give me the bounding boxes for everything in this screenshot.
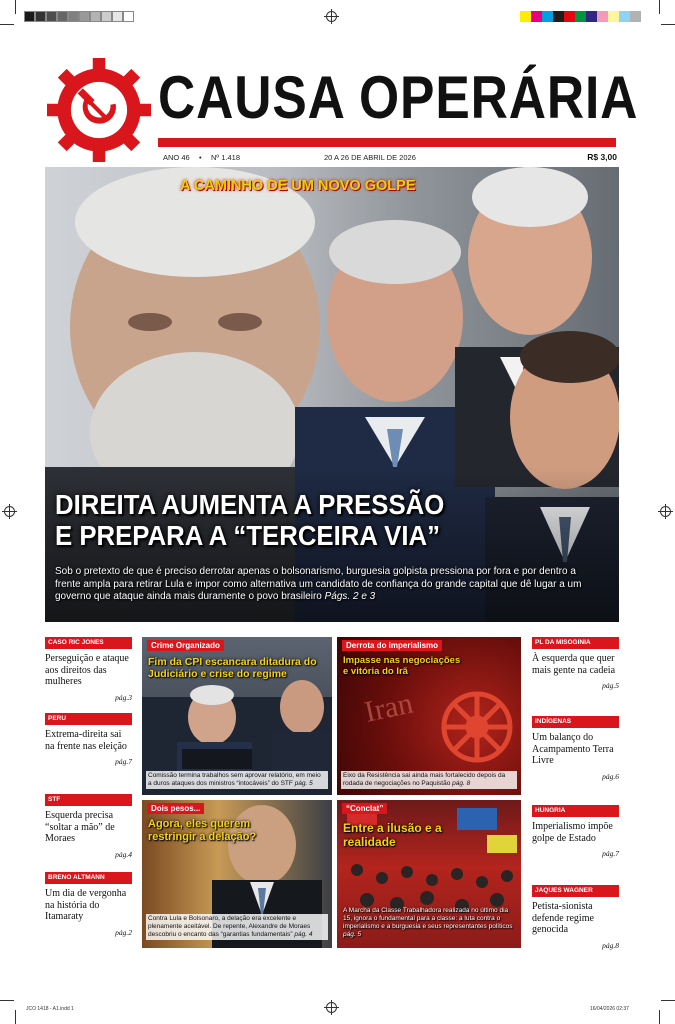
teaser-title: Perseguição e ataque aos direitos das mulheres (45, 653, 129, 687)
box-caption (341, 771, 517, 789)
teaser-title: Um balanço do Acampamento Terra Livre (532, 732, 614, 766)
process-color-bar (520, 11, 641, 22)
teaser-tag: BRENO ALTMANN (45, 872, 132, 884)
right-teaser[interactable] (532, 637, 619, 690)
crop-mark (659, 1010, 660, 1024)
box-tag: “Conclat” (342, 803, 387, 814)
registration-mark-bottom (326, 1002, 337, 1013)
edition-dates: 20 A 26 DE ABRIL DE 2026 (324, 153, 416, 162)
hero-photo (45, 167, 619, 622)
story-box-conclat[interactable] (337, 800, 521, 948)
left-teaser[interactable] (45, 713, 132, 766)
teaser-page: pág.3 (115, 692, 132, 702)
teaser-tag: PERU (45, 713, 132, 725)
box-caption-text: Eixo da Resistência sai ainda mais fortalecido depois da rodada de negociações no Paquistão (343, 772, 506, 787)
box-tag: Crime Organizado (147, 640, 224, 651)
teaser-page: pág.8 (602, 940, 619, 950)
right-teaser[interactable] (532, 885, 619, 950)
crop-mark (15, 0, 16, 14)
teaser-tag: INDÍGENAS (532, 716, 619, 728)
box-title: Impasse nas negociações e vitória do Irã (343, 655, 461, 677)
crop-mark (15, 1010, 16, 1024)
crop-mark (0, 24, 14, 25)
box-caption-page: pág. 4 (294, 931, 313, 938)
crop-mark (661, 1000, 675, 1001)
box-title: Fim da CPI escancara ditadura do Judiciário e crise do regime (148, 656, 317, 681)
box-title: Entre a ilusão e a realidade (343, 821, 442, 849)
edition-year: ANO 46 (163, 153, 190, 162)
masthead-red-bar (158, 138, 616, 147)
story-box-delacao[interactable] (142, 800, 332, 948)
box-title: Agora, eles querem restringir a delação? (148, 818, 257, 843)
story-box-cpi[interactable] (142, 637, 332, 795)
teaser-title: Petista-sionista defende regime genocida (532, 901, 594, 935)
teaser-title: Extrema-direita sai na frente nas eleição (45, 729, 127, 752)
registration-mark-right (660, 506, 671, 517)
box-caption-page: pág. 8 (452, 780, 471, 787)
box-caption (341, 906, 517, 940)
teaser-title: Imperialismo impõe golpe de Estado (532, 821, 613, 844)
teaser-tag: JAQUES WAGNER (532, 885, 619, 897)
teaser-tag: HUNGRIA (532, 805, 619, 817)
box-caption-page: pág. 5 (294, 780, 313, 787)
box-caption-text: Comissão termina trabalhos sem aprovar relatório, em meio a duros ataques dos ministros “intocáveis” do STF (148, 772, 321, 787)
box-caption (146, 914, 328, 940)
main-headline-line2: E PREPARA A “TERCEIRA VIA” (55, 520, 441, 551)
crop-mark (659, 0, 660, 14)
teaser-title: Esquerda precisa “soltar a mão” de Moraes (45, 810, 115, 844)
edition-number: Nº 1.418 (211, 153, 241, 162)
left-teaser[interactable] (45, 794, 132, 859)
teaser-tag: CASO RIC JONES (45, 637, 132, 649)
box-caption-page: pág. 5 (343, 931, 362, 938)
main-deck (55, 566, 600, 604)
teaser-page: pág.2 (115, 927, 132, 937)
main-deck-pages: Págs. 2 e 3 (324, 591, 376, 602)
main-headline-line1: DIREITA AUMENTA A PRESSÃO (55, 489, 445, 520)
right-teaser[interactable] (532, 805, 619, 858)
main-deck-text: Sob o pretexto de que é preciso derrotar apenas o bolsonarismo, burguesia golpista pressiona por fora e por dentro a frente ampla para retirar Lula e impor como alternativa um candidato de confiança do grande capital que dê lugar a um governo que ataque ainda mais duramente o povo brasileiro (55, 566, 582, 602)
crop-mark (0, 1000, 14, 1001)
left-teaser[interactable] (45, 872, 132, 937)
right-teaser[interactable] (532, 716, 619, 781)
newspaper-title: CAUSA OPERÁRIA (158, 64, 639, 131)
teaser-tag: STF (45, 794, 132, 806)
crop-mark (661, 24, 675, 25)
teaser-page: pág.7 (115, 757, 132, 766)
teaser-page: pág.5 (602, 681, 619, 690)
story-box-iran[interactable] (337, 637, 521, 795)
hammer-sickle-gear-logo (47, 58, 151, 162)
svg-text:Iran: Iran (361, 686, 416, 729)
politicians-photo-collage (45, 167, 619, 622)
teaser-page: pág.7 (602, 849, 619, 858)
box-caption (146, 771, 328, 789)
hero-kicker: A CAMINHO DE UM NOVO GOLPE (180, 178, 416, 194)
registration-mark-left (4, 506, 15, 517)
slug-file: JCO 1418 - A1.indd 1 (26, 1006, 74, 1012)
teaser-title: À esquerda que quer mais gente na cadeia (532, 653, 616, 676)
main-headline (55, 489, 444, 551)
slug-timestamp: 16/04/2026 02:37 (590, 1006, 629, 1012)
teaser-tag: PL DA MISOGINIA (532, 637, 619, 649)
box-tag: Dois pesos... (147, 803, 204, 814)
teaser-page: pág.4 (115, 849, 132, 859)
box-caption-text: Contra Lula e Bolsonaro, a delação era excelente e plenamente aceitável. De repente, Alexandre de Moraes descobriu o encanto das “garantias fundamentais” (148, 915, 311, 938)
registration-mark-top (326, 11, 337, 22)
bullet-separator: • (199, 153, 202, 162)
left-teaser[interactable] (45, 637, 132, 702)
box-tag: Derrota do imperialismo (342, 640, 442, 651)
teaser-page: pág.6 (602, 771, 619, 781)
box-caption-text: A Marcha da Classe Trabalhadora realizada no último dia 15, ignora o fundamental para a classe: a luta contra o imperialismo e a burguesia e seus representantes políticos (343, 907, 513, 930)
edition-price: R$ 3,00 (587, 152, 617, 162)
grayscale-color-bar (24, 11, 134, 22)
teaser-title: Um dia de vergonha na história do Itamaraty (45, 888, 127, 922)
